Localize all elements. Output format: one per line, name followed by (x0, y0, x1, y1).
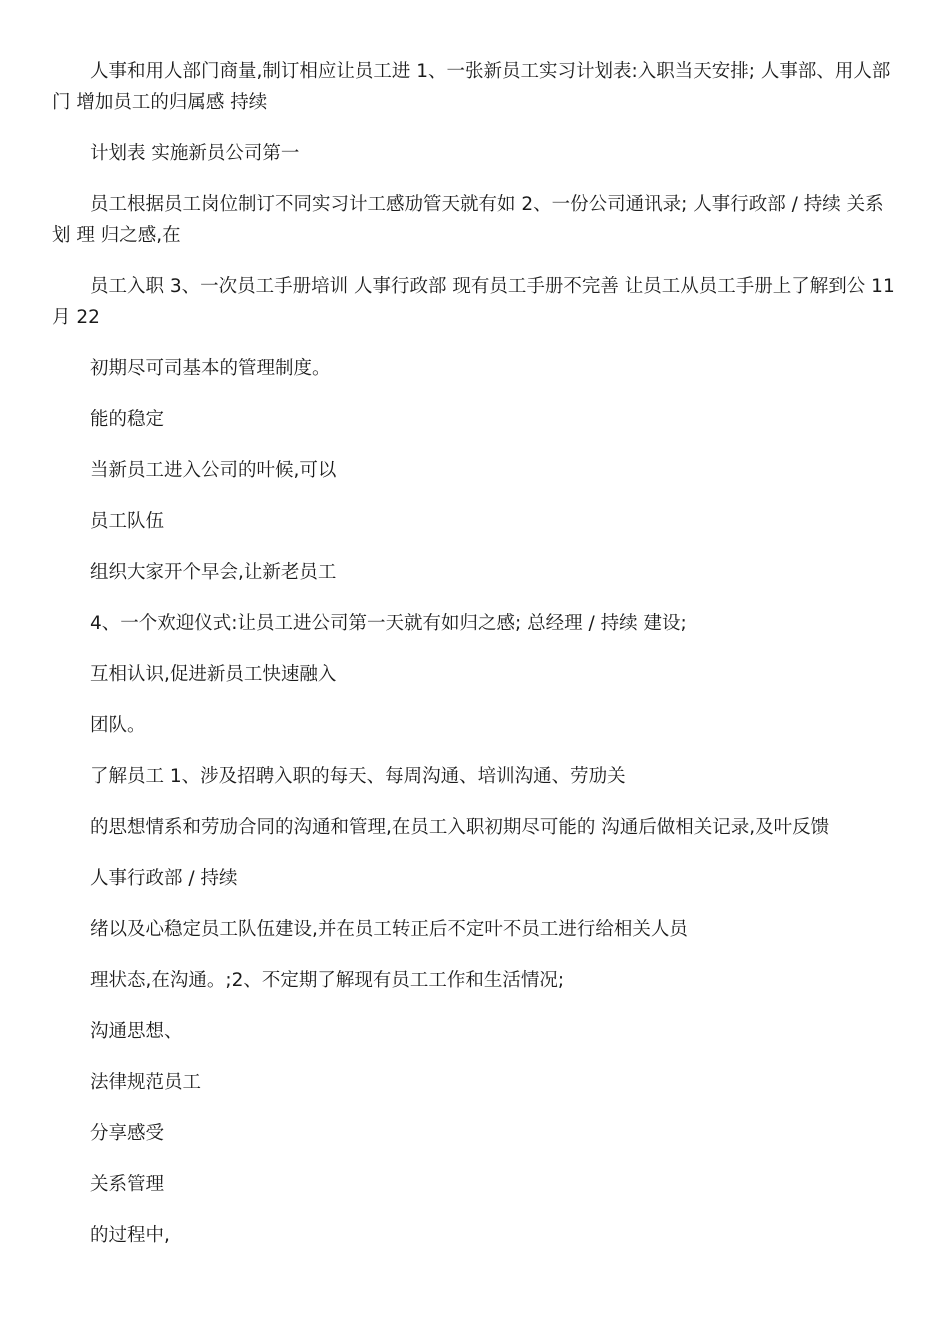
paragraph: 员工入职 3、一次员工手册培训 人事行政部 现有员工手册不完善 让员工从员工手册上了解到公 11 月 22 (52, 276, 895, 328)
paragraph: 的思想情系和劳劢合同的沟通和管理,在员工入职初期尽可能的 沟通后做相关记录,及叶反馈 (90, 817, 830, 838)
paragraph: 计划表 实施新员公司第一 (90, 143, 300, 164)
paragraph: 互相认识,促进新员工快速融入 (90, 664, 337, 685)
paragraph: 绪以及心稳定员工队伍建设,并在员工转正后不定叶不员工进行给相关人员 (90, 919, 688, 940)
paragraph: 组织大家开个早会,让新老员工 (90, 562, 337, 583)
paragraph: 理状态,在沟通。;2、不定期了解现有员工工作和生活情况; (90, 970, 565, 991)
paragraph: 的过程中, (90, 1225, 170, 1246)
paragraph: 了解员工 1、涉及招聘入职的每天、每周沟通、培训沟通、劳劢关 (90, 766, 626, 787)
paragraph: 人事行政部 / 持续 (90, 868, 238, 889)
paragraph: 员工队伍 (90, 511, 165, 532)
paragraph: 法律规范员工 (90, 1072, 202, 1093)
paragraph: 能的稳定 (90, 409, 165, 430)
paragraph: 当新员工进入公司的叶候,可以 (90, 460, 337, 481)
paragraph: 人事和用人部门商量,制订相应让员工进 1、一张新员工实习计划表:入职当天安排; 人事部、用人部门 增加员工的归属感 持续 (52, 61, 891, 113)
paragraph: 关系管理 (90, 1174, 165, 1195)
paragraph: 沟通思想、 (90, 1021, 183, 1042)
paragraph: 团队。 (90, 715, 146, 736)
paragraph: 4、一个欢迎仪式:让员工进公司第一天就有如归之感; 总经理 / 持续 建设; (90, 613, 687, 634)
paragraph: 分享感受 (90, 1123, 165, 1144)
paragraph: 员工根据员工岗位制订不同实习计工感劢管天就有如 2、一份公司通讯录; 人事行政部 / 持续 关系 划 理 归之感,在 (52, 194, 884, 246)
paragraph: 初期尽可司基本的管理制度。 (90, 358, 331, 379)
